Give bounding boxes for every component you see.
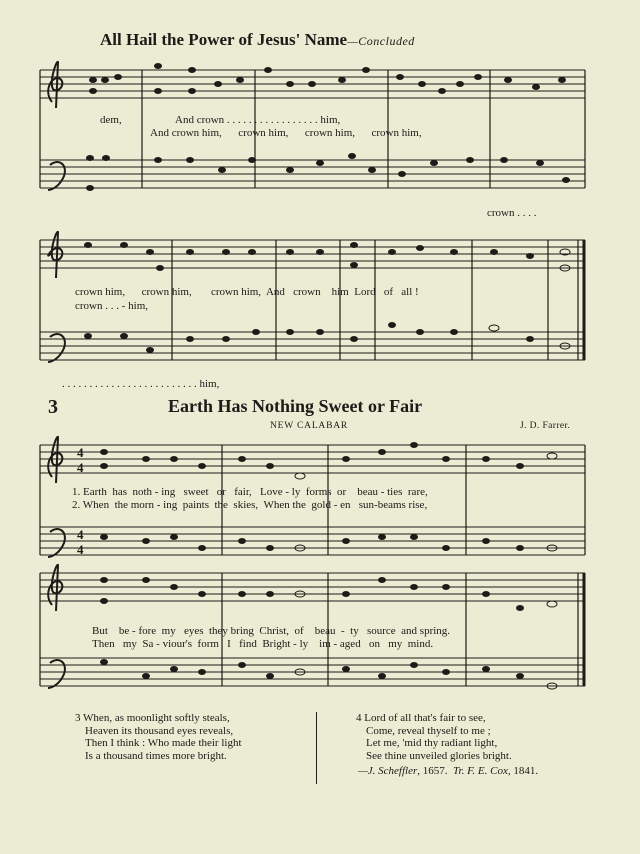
stanza-line: Then I think : Who made their light (85, 737, 242, 749)
stanza-divider (316, 712, 317, 784)
svg-text:4: 4 (77, 527, 84, 542)
stanza-line: See thine unveiled glories bright. (366, 749, 512, 762)
composer-name: J. D. Farrer. (520, 421, 571, 431)
hymn-number: 3 (48, 396, 58, 418)
svg-text:4: 4 (77, 542, 84, 557)
stanza-4 (356, 712, 512, 762)
translator-name: Tr. F. E. Cox (453, 765, 508, 777)
h2-s1-verse1: 1. Earth has noth - ing sweet or fair, Love - ly forms or beau - ties rare, (72, 486, 428, 498)
svg-text:4: 4 (77, 445, 84, 460)
h2-s1-verse2: 2. When the morn - ing paints the skies, When the gold - en sun-beams rise, (72, 499, 428, 511)
svg-text:4: 4 (77, 460, 84, 475)
stanza-line: Let me, 'mid thy radiant light, (366, 737, 498, 749)
h1-s2-lyrics-line2: crown . . . - him, (75, 300, 149, 312)
h2-s2-verse2: Then my Sa - viour's form I find Bright - ly im - aged on my mind. (92, 638, 434, 650)
stanza-line: 3 When, as moonlight softly steals, (75, 712, 230, 724)
h1-s1-lyrics-a: dem, (100, 114, 122, 126)
concluded-label: —Concluded (347, 34, 415, 48)
author-name: —J. Scheffler (358, 765, 418, 777)
stanza-line: Is a thousand times more bright. (85, 749, 227, 762)
noteheads (84, 63, 570, 689)
stanza-line: 4 Lord of all that's fair to see, (356, 712, 486, 724)
stanza-3 (75, 712, 242, 762)
h1-s2-bass-lyrics: . . . . . . . . . . . . . . . . . . . . . . . . . him, (62, 378, 220, 390)
translator-year: , 1841. (507, 765, 539, 777)
credit-line (358, 765, 538, 777)
h2-s2-verse1: But be - fore my eyes they bring Christ, of beau - ty source and spring. (92, 625, 451, 637)
h1-s1-lyrics-b: And crown . . . . . . . . . . . . . . . . . him, (175, 114, 341, 126)
h1-s2-lyrics: crown him, crown him, crown him, And crown him Lord of all ! (75, 286, 419, 298)
h1-s1-bass-lyrics: crown . . . . (487, 207, 537, 219)
author-year: , 1657. (417, 765, 448, 777)
stanza-line: Heaven its thousand eyes reveals, (85, 724, 234, 737)
h1-s1-lyrics-line2: And crown him, crown him, crown him, crown him, (150, 127, 422, 139)
tune-name: NEW CALABAR (270, 421, 349, 431)
hymn1-title: All Hail the Power of Jesus' Name (100, 30, 348, 49)
stanza-line: Come, reveal thyself to me ; (366, 724, 491, 737)
hymn2-title: Earth Has Nothing Sweet or Fair (168, 396, 423, 416)
